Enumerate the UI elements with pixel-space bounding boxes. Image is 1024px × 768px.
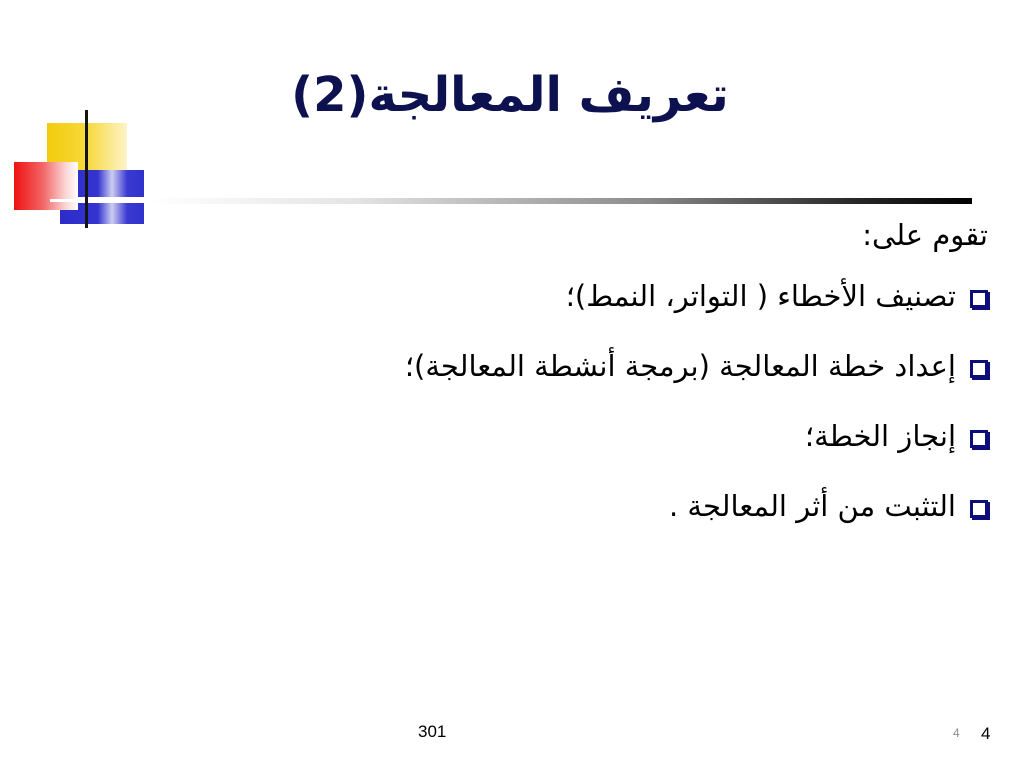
list-item-text: التثبت من أثر المعالجة .	[668, 489, 956, 523]
checkbox-square-icon	[970, 500, 988, 518]
slide-content	[228, 210, 988, 542]
page-number: 4	[981, 724, 991, 743]
checkbox-square-icon	[970, 430, 988, 448]
list-item-text: تصنيف الأخطاء ( التواتر، النمط)؛	[565, 279, 956, 313]
checkbox-square-icon	[970, 360, 988, 378]
list-item-text: إعداد خطة المعالجة (برمجة أنشطة المعالجة)؛	[404, 349, 956, 383]
footer-center-text: 301	[418, 722, 447, 741]
list-item	[228, 402, 988, 472]
checkbox-square-icon	[970, 290, 988, 308]
list-item-text: إنجاز الخطة؛	[804, 419, 956, 453]
white-divider	[50, 199, 145, 202]
list-item	[228, 332, 988, 402]
red-square	[14, 162, 78, 210]
intro-text: تقوم على:	[862, 218, 988, 252]
footer-small-number: 4	[953, 726, 960, 740]
list-item	[228, 262, 988, 332]
decorative-squares	[0, 0, 160, 240]
title-underline	[150, 198, 972, 204]
slide-title: تعريف المعالجة(2)	[291, 67, 729, 123]
vertical-line	[85, 110, 88, 228]
list-item	[228, 472, 988, 542]
